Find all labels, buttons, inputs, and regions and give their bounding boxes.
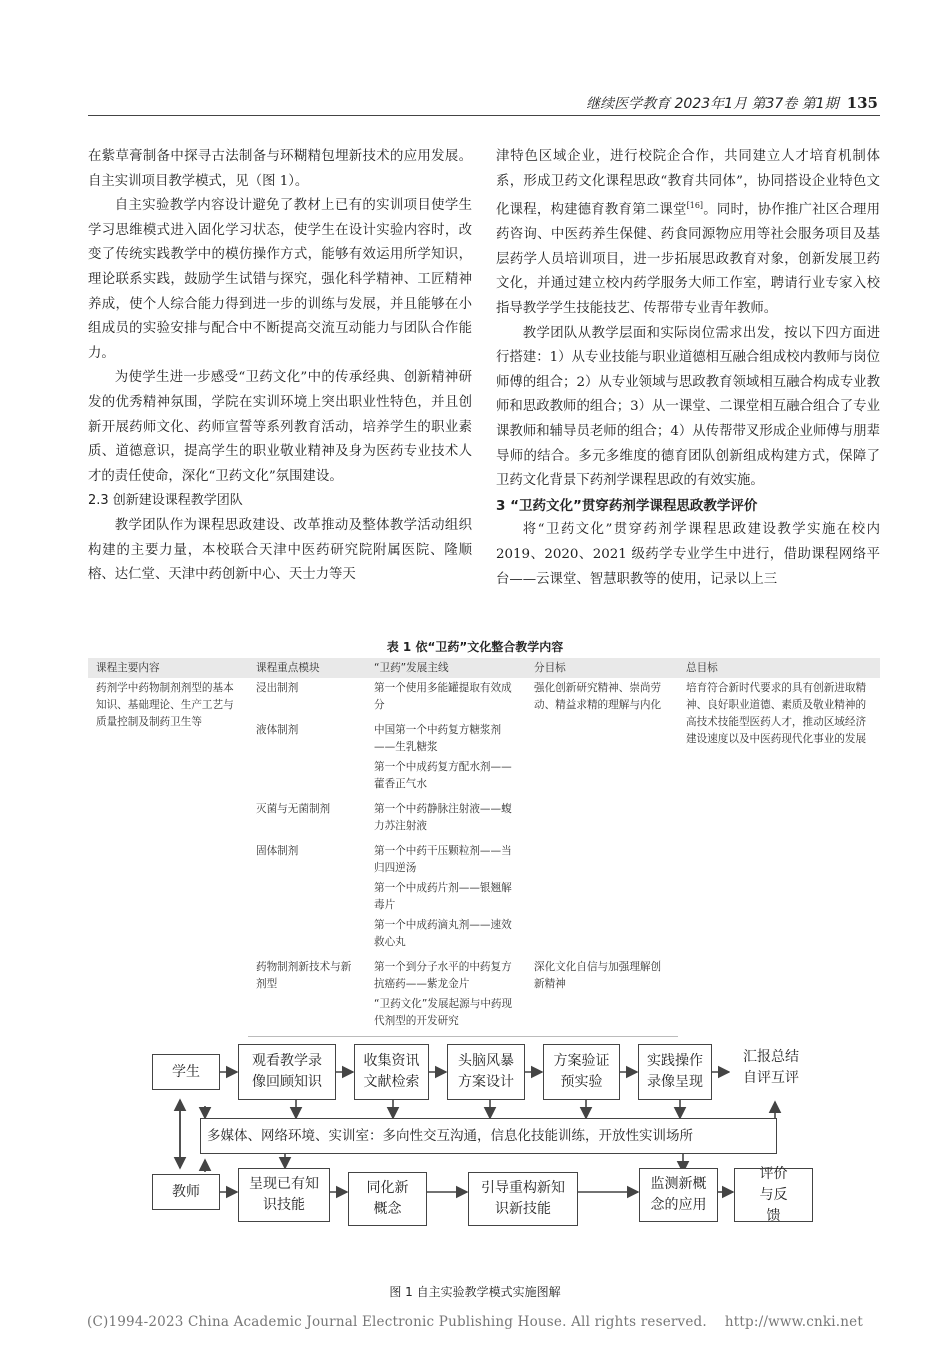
table-header: 分目标: [526, 658, 678, 678]
module-cell: 浸出制剂: [256, 682, 299, 694]
table-row: [88, 678, 880, 720]
step-monitor: 监测新概念的应用: [639, 1168, 718, 1222]
left-para-4: 教学团队作为课程思政建设、改革推动及整体教学活动组织构建的主要力量，本校联合天津中医药研究院附属医院、隆顺榕、达仁堂、天津中药创新中心、天士力等天: [88, 517, 472, 583]
mainline-cell: 第一个中药静脉注射液——蝮力苏注射液: [374, 803, 512, 832]
step-practice: 实践操作录像呈现: [638, 1044, 712, 1100]
figure-1-diagram: [0, 1022, 950, 1262]
left-para-1: 在紫草膏制备中探寻古法制备与环糊精包埋新技术的应用发展。自主实训项目教学模式，见（图 1）。: [88, 149, 472, 189]
mainline-cell: 第一个中药干压颗粒剂——当归四逆汤 第一个中成药片剂——银翘解毒片 第一个中成药滴丸剂——速效救心丸: [374, 845, 512, 948]
step-assimilate: 同化新概念: [348, 1172, 427, 1226]
left-column: [88, 145, 472, 588]
student-box: 学生: [152, 1054, 220, 1090]
module-cell: 固体制剂: [256, 845, 299, 857]
left-para-3: 为使学生进一步感受“卫药文化”中的传承经典、创新精神研发的优秀精神氛围，学院在实训环境上突出职业性特色，并且创新开展药师文化、药师宣誓等系列教育活动，培养学生的职业素质、道德意识，提高学生的职业敬业精神及身为医药专业技术人才的责任使命，深化“卫药文化”氛围建设。: [88, 370, 472, 484]
main-content-cell: 药剂学中药物制剂剂型的基本知识、基础理论、生产工艺与质量控制及制药卫生等: [96, 682, 234, 728]
module-cell: 液体制剂: [256, 724, 299, 736]
step-evaluate: 评价与反馈: [734, 1168, 813, 1222]
right-para-3: 将“卫药文化”贯穿药剂学课程思政建设教学实施在校内 2019、2020、2021 级药学专业学生中进行，借助课程网络平台——云课堂、智慧职教等的使用，记录以上三: [496, 522, 880, 587]
step-pre-experiment: 方案验证预实验: [543, 1044, 620, 1100]
environment-box: 多媒体、网络环境、实训室：多向性交互沟通，信息化技能训练，开放性实训场所: [200, 1118, 777, 1154]
teacher-box: 教师: [152, 1174, 220, 1210]
right-para-2: 教学团队从教学层面和实际岗位需求出发，按以下四方面进行搭建：1）从专业技能与职业道德相互融合组成校内教师与岗位师傅的组合；2）从专业领域与思政教育领域相互融合构成专业教师和思政教师的组合；3）从一课堂、二课堂相互融合组合了专业课教师和辅导员老师的组合；4）从传帮带叉形成企业师傅与朋辈导师的结合。多元多维度的德育团队创新组成构建方式，保障了卫药文化背景下药剂学课程思政的有效实施。: [496, 325, 880, 489]
table-header-row: [88, 658, 880, 678]
step-watch-video: 观看教学录像回顾知识: [238, 1044, 336, 1100]
table-caption: 表 1 依“卫药”文化整合教学内容: [386, 640, 564, 654]
journal-info: 继续医学教育 2023年1月 第37卷 第1期: [586, 96, 839, 112]
teaching-content-table: [88, 658, 880, 1037]
subgoal-cell: 强化创新研究精神、崇尚劳动、精益求精的理解与内化: [534, 682, 662, 711]
right-column: [496, 145, 880, 592]
page-number: 135: [846, 94, 878, 112]
table-header: 课程主要内容: [88, 658, 248, 678]
mainline-cell: 中国第一个中药复方糖浆剂——生乳糖浆 第一个中成药复方配水剂——藿香正气水: [374, 724, 512, 790]
step-collect-info: 收集资讯文献检索: [354, 1044, 429, 1100]
left-para-2: 自主实验教学内容设计避免了教材上已有的实训项目使学生学习思维模式进入固化学习状态，使学生在设计实验内容时，改变了传统实践教学中的模仿操作方式，能够有效运用所学知识，理论联系实践，鼓励学生试错与探究，强化科学精神、工匠精神养成，使个人综合能力得到进一步的训练与发展，并且能够在小组成员的实验安排与配合中不断提高交流互动能力与团队合作能力。: [88, 198, 472, 361]
subgoal-cell: 深化文化自信与加强理解创新精神: [526, 957, 678, 1037]
overall-goal-cell: 培育符合新时代要求的具有创新进取精神、良好职业道德、素质及敬业精神的高技术技能型医药人才，推动区域经济建设速度以及中医药现代化事业的发展: [686, 682, 867, 745]
module-cell: 灭菌与无菌制剂: [256, 803, 331, 815]
table-header: 总目标: [678, 658, 880, 678]
section-heading-2-3: 2.3 创新建设课程教学团队: [88, 493, 243, 509]
section-heading-3: 3 “卫药文化”贯穿药剂学课程思政教学评价: [496, 497, 758, 514]
step-reconstruct: 引导重构新知识新技能: [468, 1172, 578, 1226]
step-present-knowledge: 呈现已有知识技能: [238, 1168, 330, 1222]
table-header: “卫药”发展主线: [366, 658, 526, 678]
table-header: 课程重点模块: [248, 658, 366, 678]
step-summary: 汇报总结自评互评: [730, 1036, 812, 1100]
copyright-footer: (C)1994-2023 China Academic Journal Electronic Publishing House. All rights reserved. http://www.cnki.net: [86, 1314, 863, 1330]
step-brainstorm: 头脑风暴方案设计: [447, 1044, 525, 1100]
figure-caption: 图 1 自主实验教学模式实施图解: [389, 1285, 561, 1299]
citation-ref: [16]: [686, 201, 704, 211]
header-rule: [88, 115, 880, 116]
right-para-1: 津特色区域企业，进行校院企合作，共同建立人才培育机制体系，形成卫药文化课程思政“教育共同体”，协同搭设企业特色文化课程，构建德育教育第二课堂[16]。同时，协作推广社区合理用药咨询、中医药养生保健、药食同源物应用等社会服务项目及基层药学人员培训项目，进一步拓展思政教育对象，创新发展卫药文化，并通过建立校内药学服务大师工作室，聘请行业专家入校指导教学学生技能技艺、传帮带专业青年教师。: [496, 149, 881, 317]
module-cell: 药物制剂新技术与新剂型: [248, 957, 366, 1037]
running-header: [586, 93, 878, 113]
mainline-cell: 第一个使用多能罐提取有效成分: [374, 682, 512, 711]
mainline-cell: 第一个到分子水平的中药复方抗癌药——紫龙金片 “卫药文化”发展起源与中药现代剂型的开发研究: [366, 957, 526, 1037]
